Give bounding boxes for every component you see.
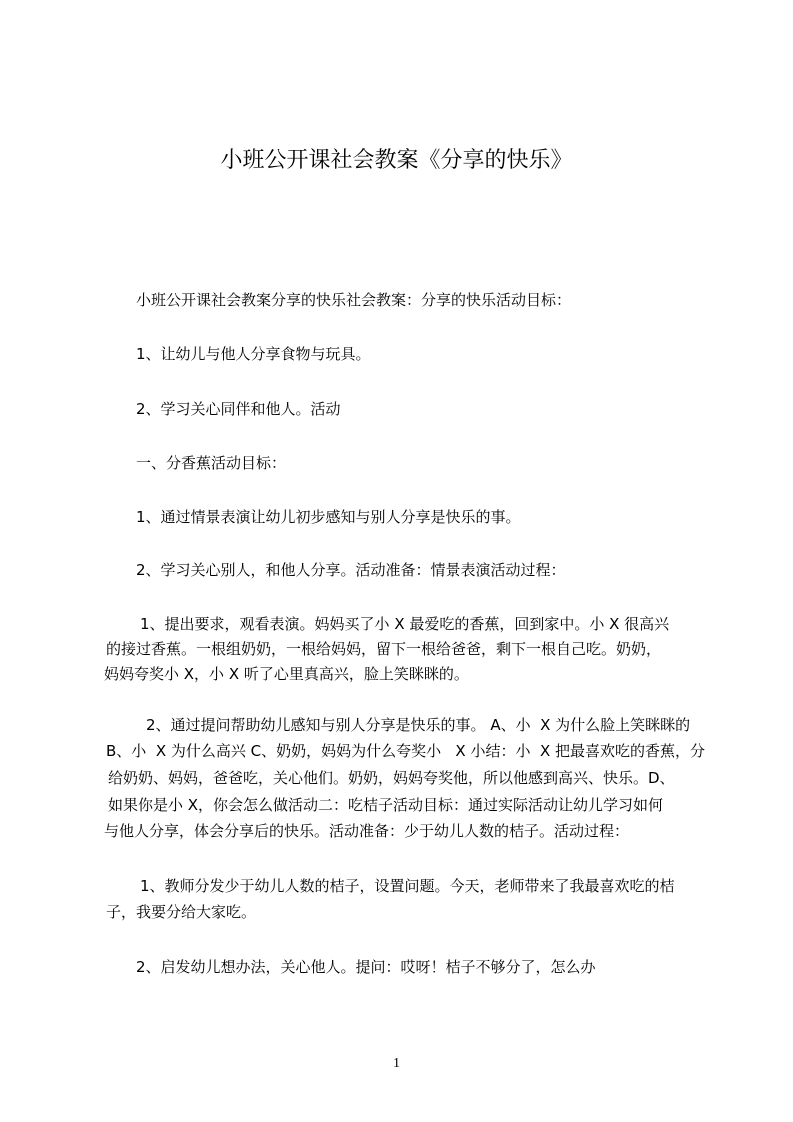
text-line: 的接过香蕉。一根组奶奶，一根给妈妈，留下一根给爸爸，剩下一根自己吃。奶奶， (106, 640, 662, 658)
text-line: 2、学习关心别人，和他人分享。活动准备：情景表演活动过程： (136, 561, 566, 579)
page-title: 小班公开课社会教案《分享的快乐》 (220, 148, 573, 173)
text-line: 如果你是小 X，你会怎么做活动二：吃桔子活动目标：通过实际活动让幼儿学习如何 (108, 796, 664, 814)
text-line: 子，我要分给大家吃。 (106, 903, 257, 921)
text-line: B、小 X 为什么高兴 C、奶奶，妈妈为什么夸奖小 X 小结：小 X 把最喜欢吃的香蕉，分 (106, 742, 706, 760)
page-number: 1 (393, 1056, 400, 1071)
text-line: 与他人分享，体会分享后的快乐。活动准备：少于幼儿人数的桔子。活动过程： (104, 822, 630, 840)
text-line: 1、教师分发少于幼儿人数的桔子，设置问题。今天，老师带来了我最喜欢吃的桔 (140, 877, 675, 895)
text-line: 妈妈夸奖小 X，小 X 听了心里真高兴，脸上笑眯眯的。 (104, 665, 469, 683)
text-line: 1、提出要求，观看表演。妈妈买了小 X 最爱吃的香蕉，回到家中。小 X 很高兴 (140, 615, 670, 633)
text-line: 小班公开课社会教案分享的快乐社会教案：分享的快乐活动目标： (136, 291, 572, 309)
text-line: 2、通过提问帮助幼儿感知与别人分享是快乐的事。 A、小 X 为什么脸上笑眯眯的 (146, 716, 691, 734)
text-line: 一、分香蕉活动目标： (136, 454, 287, 472)
text-line: 2、学习关心同伴和他人。活动 (136, 400, 341, 418)
text-line: 2、启发幼儿想办法，关心他人。提问：哎呀！桔子不够分了，怎么办 (136, 958, 596, 976)
text-line: 1、通过情景表演让幼儿初步感知与别人分享是快乐的事。 (136, 508, 521, 526)
text-line: 给奶奶、妈妈，爸爸吃，关心他们。奶奶，妈妈夸奖他，所以他感到高兴、快乐。D、 (108, 769, 675, 787)
text-line: 1、让幼儿与他人分享食物与玩具。 (136, 345, 371, 363)
